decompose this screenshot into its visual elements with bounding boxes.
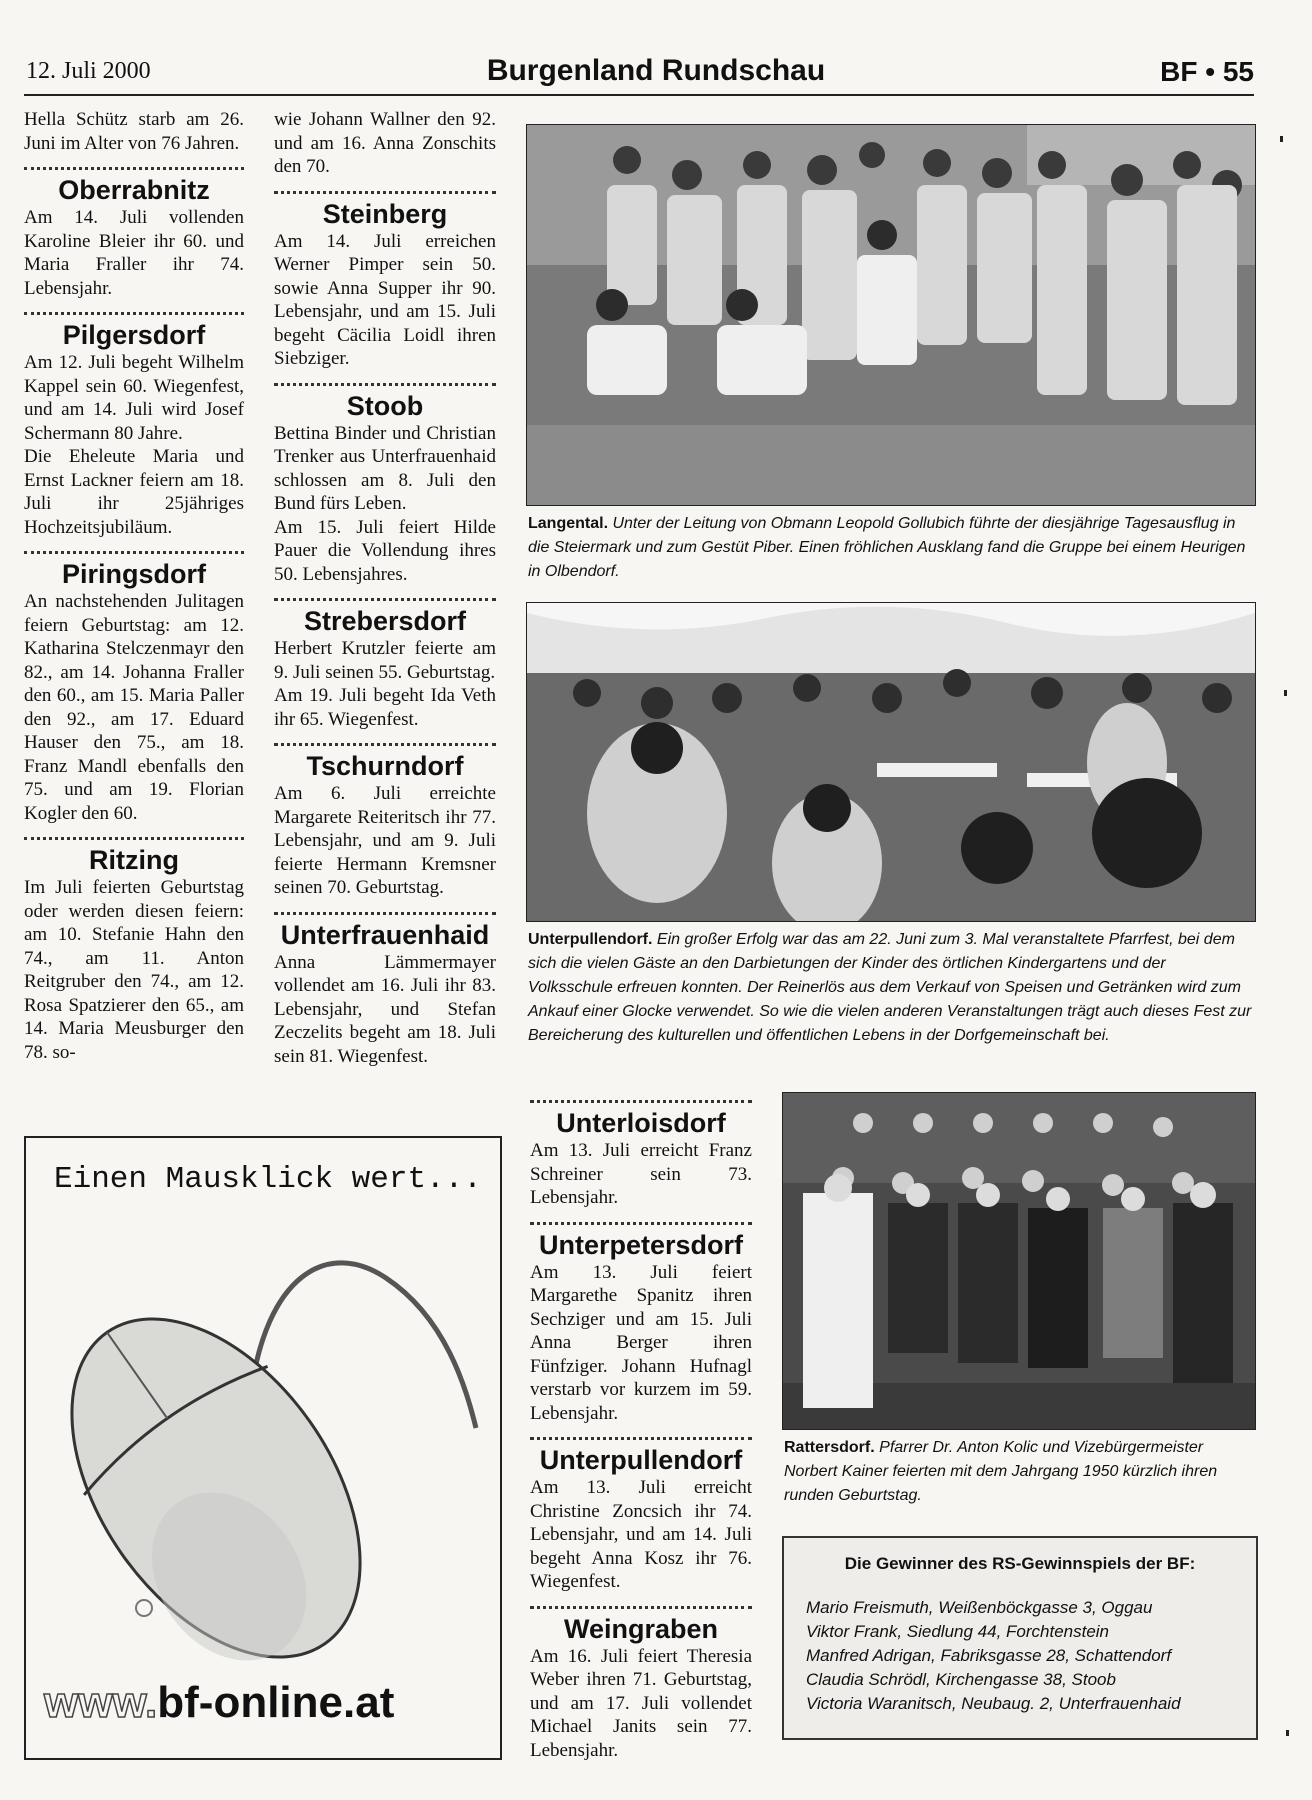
photo-illustration — [783, 1093, 1255, 1429]
header-rule — [24, 94, 1254, 96]
dotted-divider — [274, 912, 496, 915]
section-text: An nachstehenden Julitagen feiern Geburtstag: am 12. Katharina Stelczenmayr den 82., am 14. Johanna Fraller den 60., am 15. Maria Paller den 92., am 17. Eduard Hauser den 75., am 18. Franz Mandl ebenfalls den 75. und am 19. Florian Kogler den 60. — [24, 591, 244, 824]
section-title: Ritzing — [89, 845, 179, 875]
column-1 — [24, 108, 244, 1064]
section-ritzing — [24, 825, 244, 1064]
section-pilgersdorf — [24, 300, 244, 539]
caption-unterpullendorf — [528, 928, 1254, 1048]
winners-box — [782, 1536, 1258, 1740]
section-text: Am 14. Juli vollenden Karoline Bleier ihr 60. und Maria Fraller ihr 74. Lebensjahr. — [24, 207, 244, 299]
section-text: Am 13. Juli erreicht Christine Zoncsich ihr 74. Lebensjahr, und am 14. Juli begeht Anna Kosz ihr 76. Wiegenfest. — [530, 1477, 752, 1592]
column-3 — [530, 1094, 752, 1762]
dotted-divider — [24, 837, 244, 840]
issue-date: 12. Juli 2000 — [26, 58, 151, 84]
dotted-divider — [24, 167, 244, 170]
section-unterloisdorf — [530, 1100, 752, 1210]
dotted-divider — [24, 312, 244, 315]
section-title: Stoob — [346, 390, 424, 421]
caption-rattersdorf — [784, 1436, 1256, 1508]
scan-mark — [1286, 1730, 1289, 1736]
dotted-divider — [530, 1606, 752, 1609]
section-tschurndorf — [274, 731, 496, 900]
dotted-divider — [274, 743, 496, 746]
winner-entry: Victoria Waranitsch, Neubaug. 2, Unterfrauenhaid — [806, 1694, 1181, 1713]
section-text: Am 12. Juli begeht Wilhelm Kappel sein 60. Wiegenfest, und am 14. Juli wird Josef Schermann 80 Jahre. — [24, 352, 244, 444]
section-text: Bettina Binder und Christian Trenker aus Unterfrauenhaid schlossen am 8. Juli den Bund fürs Leben. — [274, 422, 496, 514]
section-text-2: Die Eheleute Maria und Ernst Lackner feiern am 18. Juli ihr 25jähriges Hochzeitsjubiläum. — [24, 446, 244, 538]
ad-url-domain: bf-online.at — [157, 1678, 395, 1727]
caption-place: Langental. — [528, 515, 609, 532]
festival-photo-unterpullendorf — [526, 602, 1256, 922]
section-stoob — [274, 371, 496, 587]
caption-place: Rattersdorf. — [784, 1439, 875, 1456]
column-2 — [274, 108, 496, 1068]
section-unterpetersdorf — [530, 1210, 752, 1426]
column-2-intro: wie Johann Wallner den 92. und am 16. Anna Zonschits den 70. — [274, 109, 496, 177]
computer-mouse-illustration — [26, 1218, 500, 1688]
section-text-2: Am 15. Juli feiert Hilde Pauer die Vollendung ihres 50. Lebensjahres. — [274, 516, 496, 585]
caption-text: Unter der Leitung von Obmann Leopold Gollubich führte der diesjährige Tagesausflug in die Steiermark und zum Gestüt Piber. Einen fröhlichen Ausklang fand die Gruppe bei einem Heurigen in Olbendorf. — [528, 515, 1246, 580]
dotted-divider — [274, 191, 496, 194]
section-title: Pilgersdorf — [62, 320, 206, 350]
winner-entry: Manfred Adrigan, Fabriksgasse 28, Schattendorf — [806, 1646, 1172, 1665]
page-folio: BF • 55 — [1160, 56, 1254, 87]
caption-text: Ein großer Erfolg war das am 22. Juni zum 3. Mal veranstaltete Pfarrfest, bei dem sich die vielen Gäste an den Darbietungen der Kinder des örtlichen Kindergartens und der Volksschule erfreuen konnten. Der Reinerlös aus dem Verkauf von Speisen und Getränken wird zum Ankauf einer Glocke verwendet. So wie die vielen anderen Veranstaltungen trägt auch dieses Fest zur Bereicherung des kulturellen und öffentlichen Lebens in der Dorfgemeinschaft bei. — [528, 931, 1252, 1044]
group-photo-rattersdorf — [782, 1092, 1256, 1430]
photo-illustration — [527, 603, 1255, 921]
newspaper-title: Burgenland Rundschau — [486, 54, 826, 87]
dotted-divider — [530, 1222, 752, 1225]
section-title: Unterpullendorf — [539, 1445, 743, 1475]
dotted-divider — [274, 598, 496, 601]
section-piringsdorf — [24, 539, 244, 825]
section-title: Strebersdorf — [303, 606, 467, 636]
dotted-divider — [530, 1437, 752, 1440]
section-text: Am 16. Juli feiert Theresia Weber ihren 71. Geburtstag, und am 17. Juli vollendet Michael Janits sein 77. Lebensjahr. — [530, 1645, 752, 1761]
section-title: Unterfrauenhaid — [280, 919, 490, 950]
section-text: Im Juli feierten Geburtstag oder werden diesen feiern: am 10. Stefanie Hahn den 74., am 11. Anton Reitgruber den 74., am 12. Rosa Spatzierer den 65., am 14. Maria Meusburger den 78. so- — [24, 877, 244, 1063]
section-text: Am 6. Juli erreichte Margarete Reiteritsch ihr 77. Lebensjahr, und am 9. Juli feierte Hermann Kremsner seinen 70. Geburtstag. — [274, 783, 496, 898]
section-title: Tschurndorf — [306, 751, 464, 781]
section-title: Oberrabnitz — [58, 175, 210, 205]
group-photo-langental — [526, 124, 1256, 506]
section-title: Weingraben — [563, 1613, 719, 1644]
section-title: Unterloisdorf — [556, 1108, 726, 1138]
dotted-divider — [530, 1100, 752, 1103]
scan-mark — [1284, 690, 1287, 696]
section-text: Am 14. Juli erreichen Werner Pimper sein 50. sowie Anna Supper ihr 90. Lebensjahr, und am 15. Juli begeht Cäcilia Loidl ihren Siebziger. — [274, 230, 496, 369]
caption-place: Unterpullendorf. — [528, 931, 653, 948]
section-steinberg — [274, 179, 496, 371]
caption-text: Pfarrer Dr. Anton Kolic und Vizebürgermeister Norbert Kainer feierten mit dem Jahrgang 1950 kürzlich ihren runden Geburtstag. — [784, 1439, 1218, 1504]
ad-url[interactable] — [44, 1678, 394, 1728]
dotted-divider — [274, 383, 496, 386]
section-text: Herbert Krutzler feierte am 9. Juli seinen 55. Geburtstag. — [274, 638, 496, 683]
ad-url-www: www. — [44, 1678, 158, 1727]
section-strebersdorf — [274, 586, 496, 731]
ad-headline: Einen Mausklick wert... — [54, 1162, 482, 1197]
advertisement-bf-online — [24, 1136, 502, 1760]
section-text-2: Am 19. Juli begeht Ida Veth ihr 65. Wiegenfest. — [274, 685, 496, 730]
section-weingraben — [530, 1594, 752, 1763]
winners-title: Die Gewinner des RS-Gewinnspiels der BF: — [844, 1554, 1196, 1573]
section-oberrabnitz — [24, 155, 244, 300]
section-unterfrauenhaid — [274, 900, 496, 1069]
section-title: Unterpetersdorf — [538, 1229, 744, 1260]
section-title: Steinberg — [322, 198, 448, 229]
dotted-divider — [24, 551, 244, 554]
photo-illustration — [527, 125, 1255, 505]
section-text: Am 13. Juli erreicht Franz Schreiner sein 73. Lebensjahr. — [530, 1140, 752, 1208]
section-text: Am 13. Juli feiert Margarethe Spanitz ihren Sechziger und am 15. Juli Anna Berger ihren Fünfziger. Johann Hufnagl verstarb vor kurzem im 59. Lebensjahr. — [530, 1261, 752, 1424]
winner-entry: Mario Freismuth, Weißenböckgasse 3, Oggau — [806, 1598, 1153, 1617]
winner-entry: Claudia Schrödl, Kirchengasse 38, Stoob — [806, 1670, 1116, 1689]
scan-mark — [1280, 136, 1283, 142]
caption-langental — [528, 512, 1254, 584]
section-unterpullendorf — [530, 1425, 752, 1594]
winner-entry: Viktor Frank, Siedlung 44, Forchtenstein — [806, 1622, 1110, 1641]
column-1-intro: Hella Schütz starb am 26. Juni im Alter von 76 Jahren. — [24, 109, 244, 154]
section-title: Piringsdorf — [61, 559, 206, 589]
winners-list — [806, 1596, 1256, 1716]
section-text: Anna Lämmermayer vollendet am 16. Juli ihr 83. Lebensjahr, und Stefan Zeczelits begeht am 18. Juli sein 81. Wiegenfest. — [274, 951, 496, 1067]
